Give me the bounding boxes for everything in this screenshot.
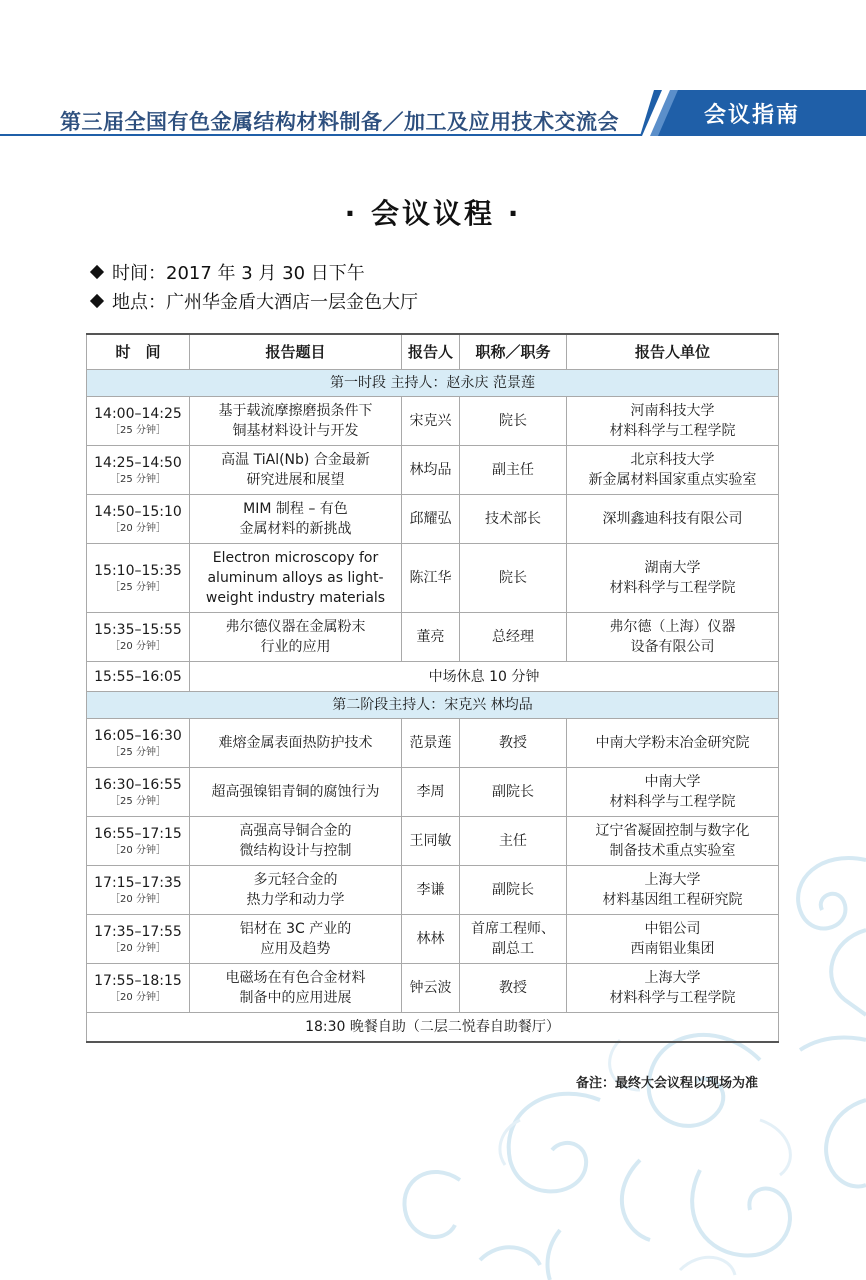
unit-cell xyxy=(567,495,779,544)
speaker-cell: 李谦 xyxy=(402,866,460,915)
header-unit: 报告人单位 xyxy=(567,334,779,370)
position-cell: 副院长 xyxy=(460,866,567,915)
duration: ［20 分钟］ xyxy=(110,942,166,954)
session-row xyxy=(87,370,779,397)
title-line: weight industry materials xyxy=(205,590,386,606)
session-1-label: 第一时段 主持人：赵永庆 范景莲 xyxy=(87,370,779,397)
position-cell: 教授 xyxy=(460,719,567,768)
title-line: 弗尔德仪器在金属粉末 xyxy=(225,619,366,635)
position-line: 副总工 xyxy=(492,941,534,957)
unit-line: 材料科学与工程学院 xyxy=(609,423,736,439)
speaker-cell: 王同敏 xyxy=(402,817,460,866)
table-row xyxy=(87,495,779,544)
diamond-bullet-icon xyxy=(90,265,104,279)
info-place xyxy=(92,288,418,314)
header-divider xyxy=(0,134,650,136)
table-row xyxy=(87,719,779,768)
title-line: 电磁场在有色合金材料 xyxy=(225,970,366,986)
time-range: 14:00–14:25 xyxy=(94,405,182,422)
table-row xyxy=(87,915,779,964)
page-title: · 会议议程 · xyxy=(344,197,522,230)
title-line: 铝材在 3C 产业的 xyxy=(239,921,352,937)
time-cell xyxy=(87,495,190,544)
time-range: 17:55–18:15 xyxy=(94,972,182,989)
title-line: 高温 TiAl(Nb) 合金最新 xyxy=(221,452,370,468)
time-range: 17:35–17:55 xyxy=(94,923,182,940)
footnote: 备注：最终大会议程以现场为准 xyxy=(575,1076,758,1091)
title-line: MIM 制程 – 有色 xyxy=(243,501,348,517)
unit-cell xyxy=(567,397,779,446)
unit-line: 上海大学 xyxy=(644,970,701,986)
time-cell xyxy=(87,768,190,817)
time-cell xyxy=(87,915,190,964)
time-cell xyxy=(87,719,190,768)
time-cell xyxy=(87,397,190,446)
speaker-cell: 李周 xyxy=(402,768,460,817)
table-row xyxy=(87,964,779,1013)
agenda-table xyxy=(86,333,779,1043)
unit-cell xyxy=(567,768,779,817)
duration: ［20 分钟］ xyxy=(110,893,166,905)
unit-line: 设备有限公司 xyxy=(630,639,715,655)
time-range: 17:15–17:35 xyxy=(94,874,182,891)
title-cell xyxy=(190,719,402,768)
diamond-bullet-icon xyxy=(90,294,104,308)
info-place-text: 地点：广州华金盾大酒店一层金色大厅 xyxy=(112,292,418,313)
position-cell: 院长 xyxy=(460,397,567,446)
time-range: 15:10–15:35 xyxy=(94,562,182,579)
title-cell xyxy=(190,866,402,915)
unit-cell xyxy=(567,719,779,768)
speaker-cell: 范景莲 xyxy=(402,719,460,768)
table-header-row xyxy=(87,334,779,370)
unit-line: 材料基因组工程研究院 xyxy=(602,892,743,908)
position-cell: 院长 xyxy=(460,544,567,613)
dinner-row xyxy=(87,1013,779,1043)
table-row xyxy=(87,768,779,817)
title-line: 微结构设计与控制 xyxy=(239,843,352,859)
title-cell xyxy=(190,817,402,866)
time-range: 16:30–16:55 xyxy=(94,776,182,793)
time-cell xyxy=(87,817,190,866)
title-line: aluminum alloys as light- xyxy=(207,570,384,586)
header-title: 报告题目 xyxy=(190,334,402,370)
title-line: 热力学和动力学 xyxy=(246,892,345,908)
session-2-label: 第二阶段主持人：宋克兴 林均品 xyxy=(87,692,779,719)
duration: ［20 分钟］ xyxy=(110,522,166,534)
table-row xyxy=(87,817,779,866)
title-line: Electron microscopy for xyxy=(212,550,379,566)
position-line: 首席工程师、 xyxy=(471,921,555,937)
table-row xyxy=(87,544,779,613)
session-row xyxy=(87,692,779,719)
time-cell xyxy=(87,613,190,662)
unit-cell xyxy=(567,964,779,1013)
speaker-cell: 林均品 xyxy=(402,446,460,495)
duration: ［20 分钟］ xyxy=(110,844,166,856)
unit-line: 弗尔德（上海）仪器 xyxy=(609,619,736,635)
title-cell xyxy=(190,915,402,964)
unit-line: 材料科学与工程学院 xyxy=(609,580,736,596)
table-row xyxy=(87,613,779,662)
unit-line: 中铝公司 xyxy=(644,921,701,937)
title-line: 制备中的应用进展 xyxy=(239,990,352,1006)
title-cell xyxy=(190,544,402,613)
header-position: 职称／职务 xyxy=(460,334,567,370)
position-cell: 副院长 xyxy=(460,768,567,817)
info-time-text: 时间：2017 年 3 月 30 日下午 xyxy=(112,263,365,284)
conference-title: 第三届全国有色金属结构材料制备／加工及应用技术交流会 xyxy=(60,110,619,134)
title-cell xyxy=(190,397,402,446)
unit-cell xyxy=(567,915,779,964)
unit-line: 河南科技大学 xyxy=(630,403,715,419)
unit-line: 材料科学与工程学院 xyxy=(609,990,736,1006)
unit-cell xyxy=(567,866,779,915)
title-line: 应用及趋势 xyxy=(260,941,331,957)
title-line: 研究进展和展望 xyxy=(246,472,345,488)
unit-line: 新金属材料国家重点实验室 xyxy=(588,472,757,488)
position-cell: 技术部长 xyxy=(460,495,567,544)
position-cell: 副主任 xyxy=(460,446,567,495)
table-row xyxy=(87,446,779,495)
break-row xyxy=(87,662,779,692)
time-cell xyxy=(87,866,190,915)
title-line: 铜基材料设计与开发 xyxy=(232,423,359,439)
unit-cell xyxy=(567,544,779,613)
meeting-guide-badge: 会议指南 xyxy=(704,103,801,128)
time-range: 16:05–16:30 xyxy=(94,727,182,744)
duration: ［25 分钟］ xyxy=(110,581,166,593)
title-line: 基于载流摩擦磨损条件下 xyxy=(218,403,373,419)
position-cell: 总经理 xyxy=(460,613,567,662)
time-range: 16:55–17:15 xyxy=(94,825,182,842)
unit-line: 制备技术重点实验室 xyxy=(609,843,736,859)
duration: ［25 分钟］ xyxy=(110,795,166,807)
table-row xyxy=(87,397,779,446)
title-cell xyxy=(190,613,402,662)
unit-cell xyxy=(567,613,779,662)
speaker-cell: 钟云波 xyxy=(402,964,460,1013)
unit-line: 中南大学 xyxy=(644,774,701,790)
position-cell: 教授 xyxy=(460,964,567,1013)
title-line: 高强高导铜合金的 xyxy=(239,823,352,839)
duration: ［20 分钟］ xyxy=(110,991,166,1003)
unit-cell xyxy=(567,446,779,495)
unit-line: 辽宁省凝固控制与数字化 xyxy=(595,823,750,839)
break-label: 中场休息 10 分钟 xyxy=(190,662,779,692)
time-cell xyxy=(87,544,190,613)
position-cell: 主任 xyxy=(460,817,567,866)
position-cell xyxy=(460,915,567,964)
duration: ［25 分钟］ xyxy=(110,746,166,758)
header-time: 时 间 xyxy=(87,334,190,370)
dinner-label: 18:30 晚餐自助（二层二悦春自助餐厅） xyxy=(87,1013,779,1043)
time-range: 15:35–15:55 xyxy=(94,621,182,638)
unit-line: 材料科学与工程学院 xyxy=(609,794,736,810)
title-cell xyxy=(190,495,402,544)
title-line: 金属材料的新挑战 xyxy=(239,521,352,537)
table-row xyxy=(87,866,779,915)
info-time xyxy=(92,259,365,285)
unit-cell xyxy=(567,817,779,866)
speaker-cell: 陈江华 xyxy=(402,544,460,613)
unit-line: 上海大学 xyxy=(644,872,701,888)
unit-line: 中南大学粉末冶金研究院 xyxy=(595,735,750,751)
speaker-cell: 宋克兴 xyxy=(402,397,460,446)
title-cell xyxy=(190,768,402,817)
title-cell xyxy=(190,446,402,495)
duration: ［25 分钟］ xyxy=(110,424,166,436)
unit-line: 深圳鑫迪科技有限公司 xyxy=(602,511,743,527)
unit-line: 北京科技大学 xyxy=(630,452,715,468)
speaker-cell: 邱耀弘 xyxy=(402,495,460,544)
title-line: 难熔金属表面热防护技术 xyxy=(218,735,373,751)
speaker-cell: 林林 xyxy=(402,915,460,964)
unit-line: 湖南大学 xyxy=(644,560,701,576)
duration: ［25 分钟］ xyxy=(110,473,166,485)
time-range: 14:50–15:10 xyxy=(94,503,182,520)
unit-line: 西南铝业集团 xyxy=(630,941,715,957)
title-cell xyxy=(190,964,402,1013)
break-time: 15:55–16:05 xyxy=(87,662,190,692)
time-range: 14:25–14:50 xyxy=(94,454,182,471)
speaker-cell: 董亮 xyxy=(402,613,460,662)
header-speaker: 报告人 xyxy=(402,334,460,370)
title-line: 超高强镍铝青铜的腐蚀行为 xyxy=(211,784,380,800)
duration: ［20 分钟］ xyxy=(110,640,166,652)
title-line: 行业的应用 xyxy=(260,639,331,655)
time-cell xyxy=(87,964,190,1013)
title-line: 多元轻合金的 xyxy=(253,872,338,888)
time-cell xyxy=(87,446,190,495)
